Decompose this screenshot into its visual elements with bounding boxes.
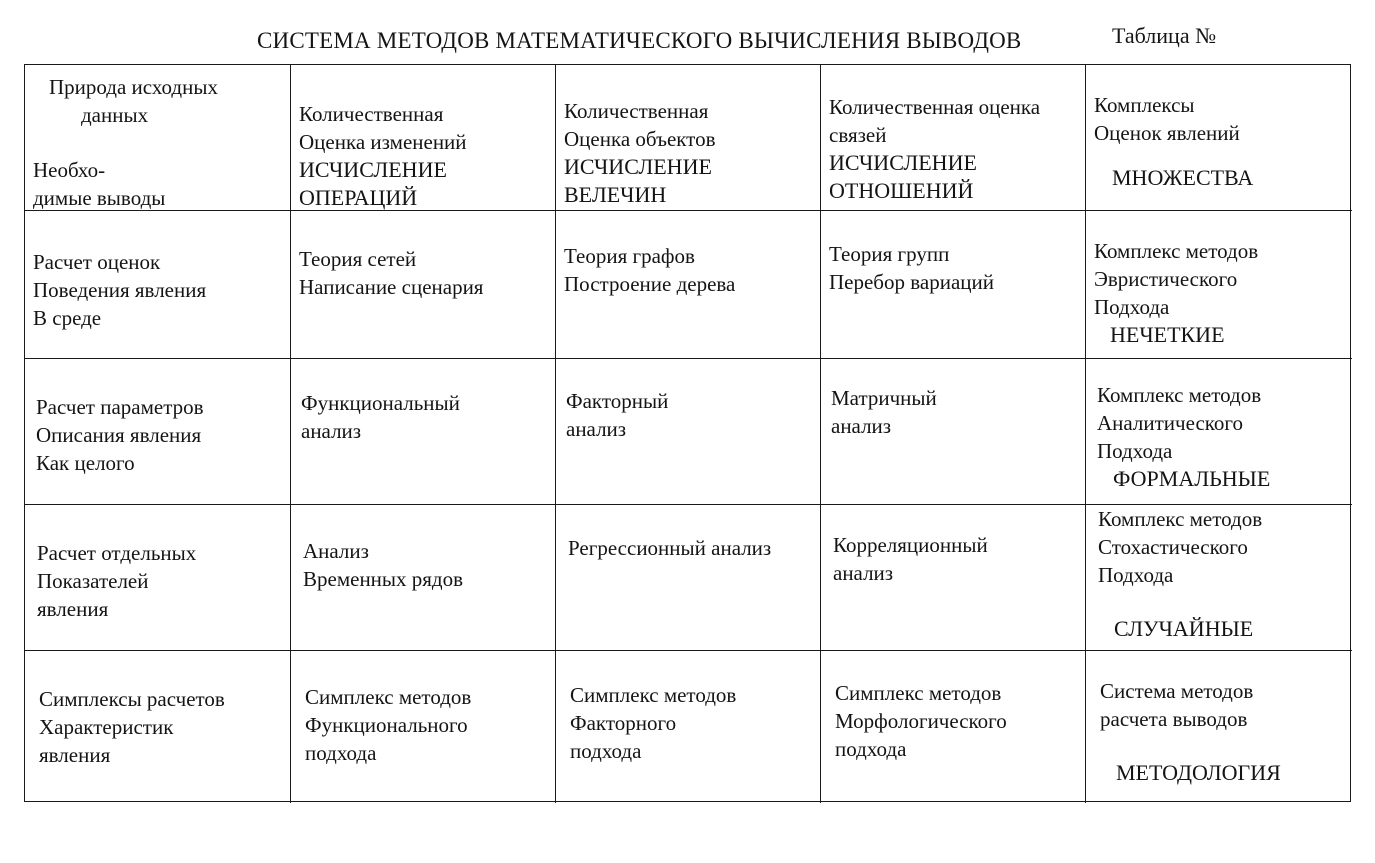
row-label-cell xyxy=(25,359,291,505)
method-line: Морфологического xyxy=(835,709,1007,733)
method-line: Регрессионный анализ xyxy=(568,536,772,560)
method-line: Факторный xyxy=(566,389,669,413)
column-header-caps: ВЕЛЕЧИН xyxy=(564,182,667,207)
column-header-caps: МНОЖЕСТВА xyxy=(1112,165,1254,190)
method-line: Функциональный xyxy=(301,391,460,415)
column-header-line: Количественная xyxy=(564,99,709,123)
complex-line: Комплекс методов xyxy=(1094,239,1259,263)
complex-cell xyxy=(1086,359,1352,505)
method-line: Симплекс методов xyxy=(835,681,1002,705)
method-line: подхода xyxy=(835,737,907,761)
column-header-caps: ИСЧИСЛЕНИЕ xyxy=(829,150,977,175)
row-label-line: Расчет оценок xyxy=(33,250,161,274)
method-line: Теория групп xyxy=(829,242,950,266)
method-line: Временных рядов xyxy=(303,567,464,591)
column-header-magnitudes xyxy=(556,65,821,211)
column-header-line: Количественная xyxy=(299,102,444,126)
method-cell xyxy=(291,505,556,651)
row-label-line: явления xyxy=(39,743,111,767)
complex-line: Подхода xyxy=(1097,439,1173,463)
category-label: НЕЧЕТКИЕ xyxy=(1110,322,1225,347)
methods-table xyxy=(24,64,1351,802)
corner-top-line: Природа исходных xyxy=(49,75,218,99)
method-cell xyxy=(556,505,821,651)
method-line: Теория сетей xyxy=(299,247,417,271)
complex-line: Система методов xyxy=(1100,679,1254,703)
method-cell xyxy=(556,211,821,359)
column-header-line: связей xyxy=(829,123,887,147)
row-label-line: В среде xyxy=(33,306,102,330)
column-header-line: Оценка изменений xyxy=(299,130,467,154)
method-line: подхода xyxy=(570,739,642,763)
column-header-line: Оценок явлений xyxy=(1094,121,1240,145)
complex-line: Подхода xyxy=(1094,295,1170,319)
complex-line: расчета выводов xyxy=(1100,707,1248,731)
complex-line: Подхода xyxy=(1098,563,1174,587)
row-label-line: Поведения явления xyxy=(33,278,207,302)
corner-bottom-line: Необхо- xyxy=(33,158,106,182)
method-line: Факторного xyxy=(570,711,677,735)
method-cell xyxy=(821,211,1086,359)
method-cell xyxy=(291,651,556,803)
column-header-line: Оценка объектов xyxy=(564,127,716,151)
category-label: МЕТОДОЛОГИЯ xyxy=(1116,760,1281,785)
row-label-line: Показателей xyxy=(37,569,149,593)
method-line: Перебор вариаций xyxy=(829,270,994,294)
method-cell xyxy=(556,651,821,803)
complex-cell xyxy=(1086,211,1352,359)
row-label-cell xyxy=(25,651,291,803)
complex-line: Комплекс методов xyxy=(1097,383,1262,407)
row-label-line: Симплексы расчетов xyxy=(39,687,225,711)
method-line: Анализ xyxy=(303,539,369,563)
row-label-cell xyxy=(25,505,291,651)
method-cell xyxy=(556,359,821,505)
method-line: Симплекс методов xyxy=(305,685,472,709)
row-label-line: Описания явления xyxy=(36,423,202,447)
method-line: Построение дерева xyxy=(564,272,736,296)
column-header-sets xyxy=(1086,65,1352,211)
method-line: Симплекс методов xyxy=(570,683,737,707)
column-header-line: Комплексы xyxy=(1094,93,1195,117)
column-header-caps: ИСЧИСЛЕНИЕ xyxy=(564,154,712,179)
method-line: анализ xyxy=(833,561,894,585)
method-line: Корреляционный xyxy=(833,533,988,557)
corner-top-line: данных xyxy=(81,103,149,127)
column-header-operations xyxy=(291,65,556,211)
row-label-line: Характеристик xyxy=(39,715,174,739)
row-label-line: Расчет отдельных xyxy=(37,541,197,565)
method-cell xyxy=(821,651,1086,803)
column-header-caps: ОПЕРАЦИЙ xyxy=(299,185,418,210)
complex-cell xyxy=(1086,651,1352,803)
method-line: анализ xyxy=(301,419,362,443)
column-header-caps: ОТНОШЕНИЙ xyxy=(829,178,974,203)
row-label-line: Как целого xyxy=(36,451,135,475)
corner-header-cell xyxy=(25,65,291,211)
corner-bottom-line: димые выводы xyxy=(33,186,166,210)
method-line: Матричный xyxy=(831,386,937,410)
row-label-line: Расчет параметров xyxy=(36,395,204,419)
complex-line: Эвристического xyxy=(1094,267,1238,291)
method-cell xyxy=(291,359,556,505)
method-line: анализ xyxy=(831,414,892,438)
table-number-label: Таблица № xyxy=(1112,23,1217,48)
complex-line: Аналитического xyxy=(1097,411,1243,435)
method-line: анализ xyxy=(566,417,627,441)
method-line: Теория графов xyxy=(564,244,695,268)
method-cell xyxy=(821,359,1086,505)
method-line: подхода xyxy=(305,741,377,765)
column-header-relations xyxy=(821,65,1086,211)
complex-line: Комплекс методов xyxy=(1098,507,1263,531)
complex-line: Стохастического xyxy=(1098,535,1248,559)
column-header-caps: ИСЧИСЛЕНИЕ xyxy=(299,157,447,182)
row-label-cell xyxy=(25,211,291,359)
row-label-line: явления xyxy=(37,597,109,621)
column-header-line: Количественная оценка xyxy=(829,95,1041,119)
method-line: Написание сценария xyxy=(299,275,484,299)
category-label: СЛУЧАЙНЫЕ xyxy=(1114,616,1254,641)
method-cell xyxy=(821,505,1086,651)
method-line: Функционального xyxy=(305,713,468,737)
category-label: ФОРМАЛЬНЫЕ xyxy=(1113,466,1271,491)
complex-cell xyxy=(1086,505,1352,651)
page-title: СИСТЕМА МЕТОДОВ МАТЕМАТИЧЕСКОГО ВЫЧИСЛЕНИЯ ВЫВОДОВ xyxy=(257,28,1022,53)
method-cell xyxy=(291,211,556,359)
